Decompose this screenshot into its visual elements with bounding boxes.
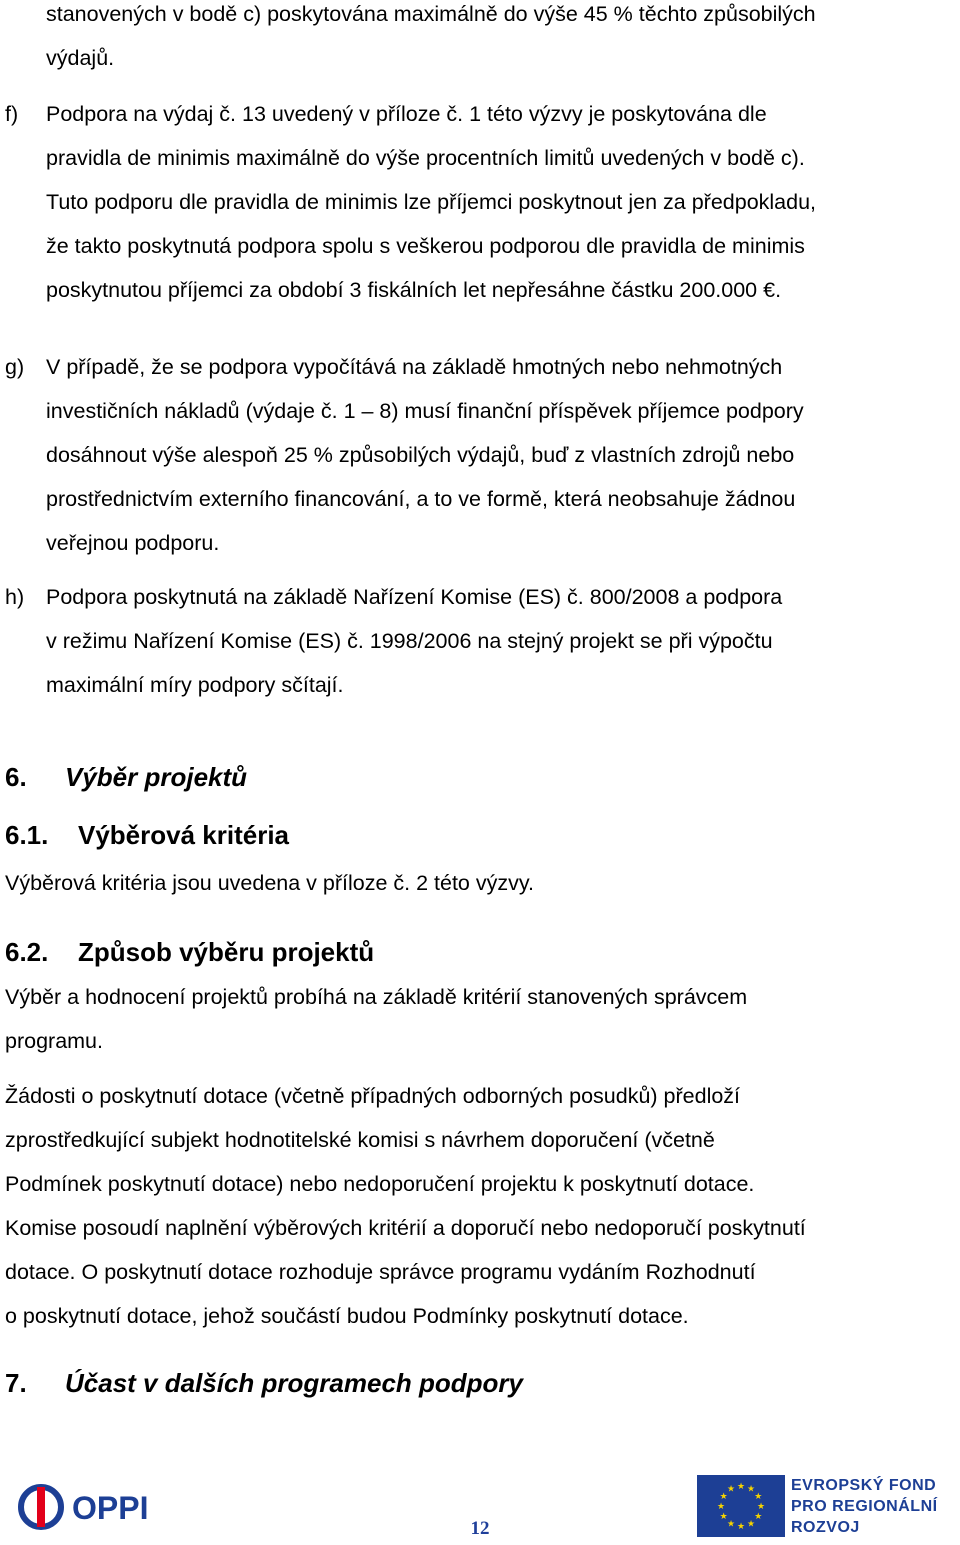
eu-flag-icon xyxy=(697,1475,785,1537)
eu-star: ★ xyxy=(726,1483,736,1494)
section-number: 7. xyxy=(5,1368,27,1398)
list-marker: g) xyxy=(5,355,25,379)
section-title: Způsob výběru projektů xyxy=(78,937,375,967)
text-line: Žádosti o poskytnutí dotace (včetně případných odborných posudků) předloží xyxy=(5,1084,741,1108)
section-heading-6-2 xyxy=(5,937,374,968)
text-line: investičních nákladů (výdaje č. 1 – 8) musí finanční příspěvek příjemce podpory xyxy=(46,399,804,423)
eu-stars xyxy=(697,1475,785,1537)
section-number: 6.2. xyxy=(5,937,49,967)
eu-star: ★ xyxy=(746,1483,756,1494)
text-line: prostřednictvím externího financování, a to ve formě, která neobsahuje žádnou xyxy=(46,487,796,511)
text-line: zprostředkující subjekt hodnotitelské komisi s návrhem doporučení (včetně xyxy=(5,1128,715,1152)
text-line: Výběr a hodnocení projektů probíhá na základě kritérií stanovených správcem xyxy=(5,985,748,1009)
eu-star: ★ xyxy=(746,1518,756,1529)
top-continuation xyxy=(46,0,956,80)
section-title: Výběr projektů xyxy=(65,762,248,792)
text-line: o poskytnutí dotace, jehož součástí budou Podmínky poskytnutí dotace. xyxy=(5,1304,689,1328)
eu-star: ★ xyxy=(754,1491,763,1501)
list-item-body xyxy=(46,92,956,312)
list-item-body xyxy=(46,575,956,707)
text-line: Podmínek poskytnutí dotace) nebo nedoporučení projektu k poskytnutí dotace. xyxy=(5,1172,755,1196)
eu-fund-text xyxy=(791,1475,955,1538)
list-item-body xyxy=(46,345,956,565)
list-marker: h) xyxy=(5,585,25,609)
section-heading-6-1 xyxy=(5,820,289,851)
text-line: programu. xyxy=(5,1029,103,1053)
section-6-1-text: Výběrová kritéria jsou uvedena v příloze č. 2 této výzvy. xyxy=(5,871,534,895)
text-line: poskytnutou příjemci za období 3 fiskálních let nepřesáhne částku 200.000 €. xyxy=(46,278,782,302)
eu-star: ★ xyxy=(736,1481,746,1491)
text-line: v režimu Nařízení Komise (ES) č. 1998/2006 na stejný projekt se při výpočtu xyxy=(46,629,773,653)
text-line: výdajů. xyxy=(46,46,115,70)
text-line: dotace. O poskytnutí dotace rozhoduje správce programu vydáním Rozhodnutí xyxy=(5,1260,756,1284)
text-line: dosáhnout výše alespoň 25 % způsobilých výdajů, buď z vlastních zdrojů nebo xyxy=(46,443,795,467)
text-line: maximální míry podpory sčítají. xyxy=(46,673,344,697)
page-number: 12 xyxy=(470,1518,490,1539)
eu-star: ★ xyxy=(719,1491,728,1501)
section-6-2-paragraph-2 xyxy=(5,1074,955,1338)
list-marker: f) xyxy=(5,102,19,126)
section-number: 6. xyxy=(5,762,27,792)
text-line: pravidla de minimis maximálně do výše procentních limitů uvedených v bodě c). xyxy=(46,146,805,170)
section-6-2-paragraph-1 xyxy=(5,975,955,1063)
oppi-logo-text: OPPI xyxy=(72,1490,149,1526)
text-line: že takto poskytnutá podpora spolu s veškerou podporou dle pravidla de minimis xyxy=(46,234,805,258)
text-line: V případě, že se podpora vypočítává na základě hmotných nebo nehmotných xyxy=(46,355,783,379)
eu-text-line: PRO REGIONÁLNÍ xyxy=(791,1498,938,1515)
eu-text-line: EVROPSKÝ FOND xyxy=(791,1477,937,1494)
eu-star: ★ xyxy=(754,1511,763,1521)
text-line: Komise posoudí naplnění výběrových kritérií a doporučí nebo nedoporučí poskytnutí xyxy=(5,1216,806,1240)
section-heading-6 xyxy=(5,762,247,793)
eu-star: ★ xyxy=(736,1521,746,1531)
text-line: Podpora na výdaj č. 13 uvedený v příloze č. 1 této výzvy je poskytována dle xyxy=(46,102,767,126)
text-line: Tuto podporu dle pravidla de minimis lze příjemci poskytnout jen za předpokladu, xyxy=(46,190,817,214)
text-line: veřejnou podporu. xyxy=(46,531,220,555)
section-number: 6.1. xyxy=(5,820,49,850)
section-title: Výběrová kritéria xyxy=(78,820,290,850)
eu-star: ★ xyxy=(719,1511,728,1521)
section-title: Účast v dalších programech podpory xyxy=(65,1368,524,1398)
eu-star: ★ xyxy=(756,1501,766,1511)
eu-star: ★ xyxy=(716,1501,726,1511)
section-heading-7 xyxy=(5,1368,523,1399)
eu-star: ★ xyxy=(726,1518,736,1529)
text-line: stanovených v bodě c) poskytována maximálně do výše 45 % těchto způsobilých xyxy=(46,2,816,26)
eu-erdf-logo xyxy=(697,1475,955,1537)
eu-text-line: ROZVOJ xyxy=(791,1519,860,1536)
text-line: Podpora poskytnutá na základě Nařízení Komise (ES) č. 800/2008 a podpora xyxy=(46,585,783,609)
